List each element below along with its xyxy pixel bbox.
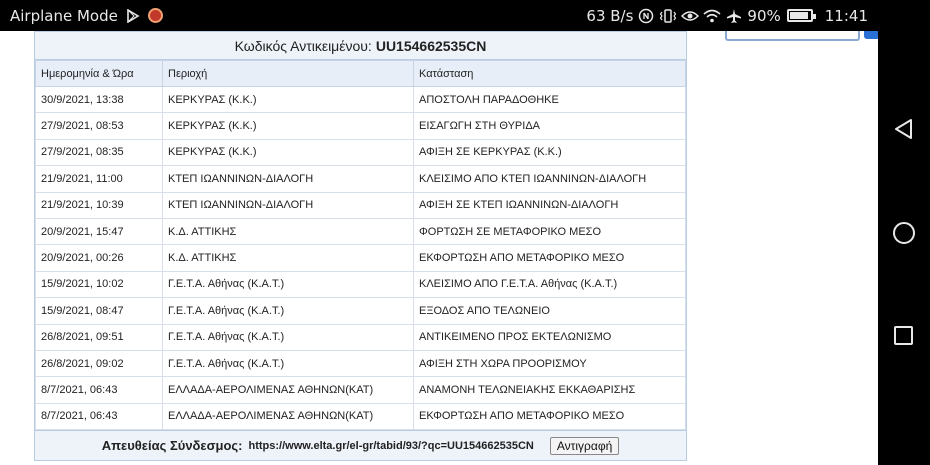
cell-datetime: 21/9/2021, 11:00 (36, 166, 163, 192)
play-store-icon (124, 7, 142, 25)
battery-percent: 90% (747, 6, 781, 25)
side-search-box[interactable] (725, 31, 860, 41)
cell-status: ΑΦΙΞΗ ΣΤΗ ΧΩΡΑ ΠΡΟΟΡΙΣΜΟΥ (414, 350, 686, 376)
cell-area: Γ.Ε.Τ.Α. Αθήνας (Κ.Α.Τ.) (163, 271, 414, 297)
web-content (0, 31, 878, 465)
table-row (36, 271, 686, 297)
airplane-icon (725, 7, 743, 25)
cell-status: ΑΝΑΜΟΝΗ ΤΕΛΩΝΕΙΑΚΗΣ ΕΚΚΑΘΑΡΙΣΗΣ (414, 377, 686, 403)
cell-status: ΚΛΕΙΣΙΜΟ ΑΠΟ ΚΤΕΠ ΙΩΑΝΝΙΝΩΝ-ΔΙΑΛΟΓΗ (414, 166, 686, 192)
table-header-row (36, 61, 686, 87)
tracking-results (34, 31, 687, 461)
eye-comfort-icon (681, 7, 699, 25)
cell-status: ΑΠΟΣΤΟΛΗ ΠΑΡΑΔΟΘΗΚΕ (414, 87, 686, 113)
cell-area: ΚΕΡΚΥΡΑΣ (Κ.Κ.) (163, 87, 414, 113)
cell-datetime: 20/9/2021, 00:26 (36, 245, 163, 271)
wifi-icon (703, 7, 721, 25)
side-search-button[interactable] (864, 31, 878, 39)
cell-status: ΕΞΟΔΟΣ ΑΠΟ ΤΕΛΩΝΕΙΟ (414, 298, 686, 324)
nfc-icon (637, 7, 655, 25)
back-icon[interactable] (893, 118, 915, 140)
cell-datetime: 27/9/2021, 08:35 (36, 139, 163, 165)
table-row (36, 113, 686, 139)
network-speed: 63 B/s (586, 6, 634, 25)
column-header-datetime: Ημερομηνία & Ώρα (36, 61, 163, 87)
cell-status: ΑΝΤΙΚΕΙΜΕΝΟ ΠΡΟΣ ΕΚΤΕΛΩΝΙΣΜΟ (414, 324, 686, 350)
direct-link-label: Απευθείας Σύνδεσμος: (101, 438, 243, 454)
app-icon (148, 8, 163, 23)
cell-area: Γ.Ε.Τ.Α. Αθήνας (Κ.Α.Τ.) (163, 350, 414, 376)
airplane-mode-label: Airplane Mode (10, 6, 118, 25)
cell-status: ΕΙΣΑΓΩΓΗ ΣΤΗ ΘΥΡΙΔΑ (414, 113, 686, 139)
cell-datetime: 15/9/2021, 10:02 (36, 271, 163, 297)
cell-datetime: 8/7/2021, 06:43 (36, 403, 163, 429)
table-row (36, 87, 686, 113)
cell-status: ΑΦΙΞΗ ΣΕ ΚΕΡΚΥΡΑΣ (Κ.Κ.) (414, 139, 686, 165)
cell-area: Κ.Δ. ΑΤΤΙΚΗΣ (163, 218, 414, 244)
table-row (36, 324, 686, 350)
clock: 11:41 (824, 6, 868, 25)
cell-area: ΕΛΛΑΔΑ-ΑΕΡΟΛΙΜΕΝΑΣ ΑΘΗΝΩΝ(ΚΑΤ) (163, 403, 414, 429)
cell-area: Γ.Ε.Τ.Α. Αθήνας (Κ.Α.Τ.) (163, 298, 414, 324)
cell-datetime: 8/7/2021, 06:43 (36, 377, 163, 403)
cell-area: ΕΛΛΑΔΑ-ΑΕΡΟΛΙΜΕΝΑΣ ΑΘΗΝΩΝ(ΚΑΤ) (163, 377, 414, 403)
cell-datetime: 26/8/2021, 09:02 (36, 350, 163, 376)
table-row (36, 298, 686, 324)
cell-area: ΚΤΕΠ ΙΩΑΝΝΙΝΩΝ-ΔΙΑΛΟΓΗ (163, 192, 414, 218)
home-icon[interactable] (893, 222, 915, 244)
cell-area: ΚΕΡΚΥΡΑΣ (Κ.Κ.) (163, 113, 414, 139)
cell-area: Γ.Ε.Τ.Α. Αθήνας (Κ.Α.Τ.) (163, 324, 414, 350)
cell-datetime: 30/9/2021, 13:38 (36, 87, 163, 113)
cell-datetime: 15/9/2021, 08:47 (36, 298, 163, 324)
cell-datetime: 26/8/2021, 09:51 (36, 324, 163, 350)
cell-datetime: 20/9/2021, 15:47 (36, 218, 163, 244)
cell-status: ΕΚΦΟΡΤΩΣΗ ΑΠΟ ΜΕΤΑΦΟΡΙΚΟ ΜΕΣΟ (414, 403, 686, 429)
table-row (36, 350, 686, 376)
vibrate-icon (659, 7, 677, 25)
table-row (36, 403, 686, 429)
table-row (36, 166, 686, 192)
cell-area: ΚΕΡΚΥΡΑΣ (Κ.Κ.) (163, 139, 414, 165)
direct-link-row (35, 430, 686, 460)
copy-button[interactable]: Αντιγραφή (550, 437, 619, 455)
tracking-title (35, 32, 686, 60)
cell-status: ΚΛΕΙΣΙΜΟ ΑΠΟ Γ.Ε.Τ.Α. Αθήνας (Κ.Α.Τ.) (414, 271, 686, 297)
tracking-code: UU154662535CN (375, 37, 487, 54)
column-header-status: Κατάσταση (414, 61, 686, 87)
cell-area: ΚΤΕΠ ΙΩΑΝΝΙΝΩΝ-ΔΙΑΛΟΓΗ (163, 166, 414, 192)
navigation-bar (878, 31, 930, 465)
direct-link-url[interactable]: https://www.elta.gr/el-gr/tabid/93/?qc=UU154662535CN (248, 439, 534, 452)
cell-datetime: 21/9/2021, 10:39 (36, 192, 163, 218)
cell-status: ΕΚΦΟΡΤΩΣΗ ΑΠΟ ΜΕΤΑΦΟΡΙΚΟ ΜΕΣΟ (414, 245, 686, 271)
tracking-title-label: Κωδικός Αντικειμένου: (234, 37, 372, 54)
table-row (36, 192, 686, 218)
recent-apps-icon[interactable] (894, 326, 913, 345)
cell-status: ΦΟΡΤΩΣΗ ΣΕ ΜΕΤΑΦΟΡΙΚΟ ΜΕΣΟ (414, 218, 686, 244)
table-row (36, 218, 686, 244)
tracking-table (35, 60, 686, 430)
battery-icon (787, 9, 813, 22)
cell-status: ΑΦΙΞΗ ΣΕ ΚΤΕΠ ΙΩΑΝΝΙΝΩΝ-ΔΙΑΛΟΓΗ (414, 192, 686, 218)
table-row (36, 139, 686, 165)
status-bar (0, 0, 930, 31)
cell-datetime: 27/9/2021, 08:53 (36, 113, 163, 139)
cell-area: Κ.Δ. ΑΤΤΙΚΗΣ (163, 245, 414, 271)
table-row (36, 377, 686, 403)
table-row (36, 245, 686, 271)
column-header-area: Περιοχή (163, 61, 414, 87)
